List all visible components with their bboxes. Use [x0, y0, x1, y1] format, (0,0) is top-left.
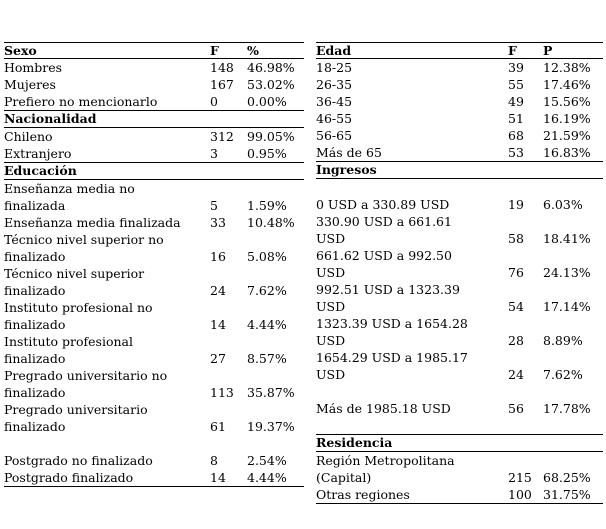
table-row	[316, 144, 603, 161]
table-row	[4, 367, 304, 401]
ingresos-section-header	[316, 161, 603, 179]
row-label: 1654.29 USD a 1985.17 USD	[316, 350, 468, 382]
row-label: Más de 1985.18 USD	[316, 401, 451, 416]
row-label: 0 USD a 330.89 USD	[316, 197, 450, 212]
left-demographics-table	[4, 42, 304, 487]
row-percent: 0.00%	[247, 94, 287, 109]
row-frequency: 49	[508, 94, 524, 109]
row-label: 46-55	[316, 111, 353, 126]
table-row	[316, 110, 603, 127]
row-frequency: 16	[210, 249, 226, 264]
row-percent: 18.41%	[543, 231, 591, 246]
row-label: Postgrado no finalizado	[4, 453, 153, 468]
nacionalidad-section-header	[4, 110, 304, 128]
edad-title: Edad	[316, 43, 352, 58]
row-percent: 7.62%	[543, 367, 583, 382]
row-label: 36-45	[316, 94, 353, 109]
table-row	[316, 383, 603, 417]
row-frequency: 14	[210, 317, 226, 332]
row-percent: 35.87%	[247, 385, 295, 400]
row-frequency: 33	[210, 215, 226, 230]
table-row	[4, 214, 304, 231]
row-label: Región Metropolitana (Capital)	[316, 453, 455, 485]
table-row	[4, 76, 304, 93]
right-demographics-table	[316, 42, 603, 504]
spacer	[316, 417, 603, 434]
row-frequency: 39	[508, 60, 524, 75]
row-percent: 8.89%	[543, 333, 583, 348]
row-percent: 5.08%	[247, 249, 287, 264]
row-frequency: 312	[210, 129, 234, 144]
row-frequency: 5	[210, 198, 218, 213]
row-label: Mujeres	[4, 77, 56, 92]
row-percent: 15.56%	[543, 94, 591, 109]
table-row	[4, 231, 304, 265]
row-percent: 0.95%	[247, 146, 287, 161]
sexo-header-row	[4, 42, 304, 59]
row-label: Enseñanza media finalizada	[4, 215, 181, 230]
row-label: Pregrado universitario finalizado	[4, 402, 148, 434]
row-frequency: 68	[508, 128, 524, 143]
row-label: Extranjero	[4, 146, 72, 161]
row-percent: 46.98%	[247, 60, 295, 75]
row-label: Técnico nivel superior no finalizado	[4, 232, 164, 264]
row-frequency: 14	[210, 470, 226, 485]
row-label: 26-35	[316, 77, 353, 92]
table-row	[316, 486, 603, 504]
residencia-section-header	[316, 434, 603, 452]
row-frequency: 19	[508, 197, 524, 212]
table-row	[316, 452, 603, 486]
table-row	[316, 213, 603, 247]
row-percent: 7.62%	[247, 283, 287, 298]
row-percent: 4.44%	[247, 317, 287, 332]
row-frequency: 0	[210, 94, 218, 109]
row-percent: 4.44%	[247, 470, 287, 485]
table-row	[4, 59, 304, 76]
row-label: Prefiero no mencionarlo	[4, 94, 158, 109]
column-f-header: F	[210, 43, 219, 58]
row-label: Postgrado finalizado	[4, 470, 134, 485]
educacion-title: Educación	[4, 163, 77, 178]
row-frequency: 51	[508, 111, 524, 126]
row-percent: 31.75%	[543, 487, 591, 502]
row-label: 1323.39 USD a 1654.28 USD	[316, 316, 468, 348]
row-frequency: 148	[210, 60, 234, 75]
column-percent-header: %	[247, 43, 259, 58]
table-row	[316, 247, 603, 281]
row-frequency: 24	[210, 283, 226, 298]
row-percent: 10.48%	[247, 215, 295, 230]
table-row	[316, 349, 603, 383]
row-frequency: 56	[508, 401, 524, 416]
table-row	[316, 76, 603, 93]
row-label: 992.51 USD a 1323.39 USD	[316, 282, 460, 314]
sexo-title: Sexo	[4, 43, 37, 58]
row-label: Técnico nivel superior finalizado	[4, 266, 145, 298]
row-frequency: 8	[210, 453, 218, 468]
row-percent: 8.57%	[247, 351, 287, 366]
table-row	[4, 93, 304, 110]
row-label: Enseñanza media no finalizada	[4, 181, 135, 213]
row-percent: 21.59%	[543, 128, 591, 143]
row-percent: 2.54%	[247, 453, 287, 468]
row-label: Más de 65	[316, 145, 382, 160]
row-frequency: 28	[508, 333, 524, 348]
table-row	[4, 333, 304, 367]
nacionalidad-title: Nacionalidad	[4, 111, 97, 126]
row-frequency: 27	[210, 351, 226, 366]
table-row	[316, 315, 603, 349]
row-frequency: 113	[210, 385, 234, 400]
row-label: Instituto profesional no finalizado	[4, 300, 153, 332]
row-percent: 24.13%	[543, 265, 591, 280]
row-label: 330.90 USD a 661.61 USD	[316, 214, 452, 246]
table-row	[4, 299, 304, 333]
table-row	[4, 435, 304, 469]
table-row	[4, 265, 304, 299]
row-frequency: 3	[210, 146, 218, 161]
edad-header-row	[316, 42, 603, 59]
row-percent: 99.05%	[247, 129, 295, 144]
row-frequency: 100	[508, 487, 532, 502]
row-label: Pregrado universitario no finalizado	[4, 368, 168, 400]
row-percent: 16.83%	[543, 145, 591, 160]
column-p-header: P	[543, 43, 553, 58]
row-label: 56-65	[316, 128, 353, 143]
row-frequency: 167	[210, 77, 234, 92]
table-row	[316, 179, 603, 213]
row-label: Instituto profesional finalizado	[4, 334, 133, 366]
row-label: Chileno	[4, 129, 53, 144]
row-frequency: 55	[508, 77, 524, 92]
row-percent: 53.02%	[247, 77, 295, 92]
table-row	[4, 180, 304, 214]
row-label: 661.62 USD a 992.50 USD	[316, 248, 452, 280]
table-row	[4, 469, 304, 487]
row-frequency: 61	[210, 419, 226, 434]
row-frequency: 24	[508, 367, 524, 382]
row-label: 18-25	[316, 60, 353, 75]
row-percent: 1.59%	[247, 198, 287, 213]
table-row	[316, 93, 603, 110]
educacion-section-header	[4, 162, 304, 180]
row-percent: 12.38%	[543, 60, 591, 75]
column-f-header: F	[508, 43, 517, 58]
row-percent: 17.78%	[543, 401, 591, 416]
row-percent: 17.46%	[543, 77, 591, 92]
row-label: Hombres	[4, 60, 63, 75]
table-row	[316, 281, 603, 315]
row-frequency: 53	[508, 145, 524, 160]
residencia-title: Residencia	[316, 435, 393, 450]
row-frequency: 76	[508, 265, 524, 280]
table-row	[316, 59, 603, 76]
table-row	[4, 145, 304, 162]
table-row	[4, 128, 304, 145]
row-frequency: 54	[508, 299, 524, 314]
row-frequency: 215	[508, 470, 532, 485]
ingresos-title: Ingresos	[316, 162, 377, 177]
table-row	[316, 127, 603, 144]
row-percent: 6.03%	[543, 197, 583, 212]
table-row	[4, 401, 304, 435]
row-percent: 16.19%	[543, 111, 591, 126]
row-percent: 19.37%	[247, 419, 295, 434]
row-percent: 68.25%	[543, 470, 591, 485]
row-label: Otras regiones	[316, 487, 410, 502]
row-frequency: 58	[508, 231, 524, 246]
row-percent: 17.14%	[543, 299, 591, 314]
